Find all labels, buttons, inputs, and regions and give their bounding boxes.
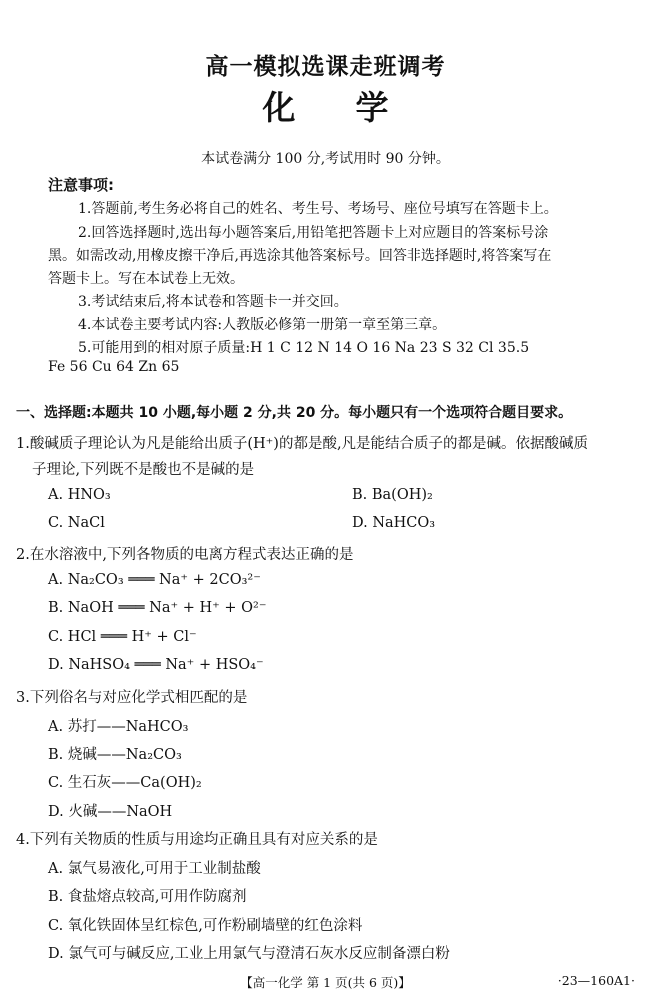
page-number: 【高一化学 第 1 页(共 6 页)】 — [240, 975, 411, 990]
exam-title: 高一模拟选课走班调考 — [205, 54, 446, 80]
option-d: D. 火碱——NaOH — [48, 804, 173, 820]
notice-line: 4.本试卷主要考试内容:人教版必修第一册第一章至第三章。 — [78, 317, 447, 333]
option-d: D. NaHSO₄ ═══ Na⁺ + HSO₄⁻ — [48, 657, 264, 673]
option-c: C. 生石灰——Ca(OH)₂ — [48, 775, 202, 791]
notice-line: 1.答题前,考生务必将自己的姓名、考生号、考场号、座位号填写在答题卡上。 — [78, 201, 558, 217]
notice-line: 2.回答选择题时,选出每小题答案后,用铅笔把答题卡上对应题目的答案标号涂 — [78, 225, 549, 241]
option-a: A. 氯气易液化,可用于工业制盐酸 — [48, 861, 261, 877]
option-b: B. 烧碱——Na₂CO₃ — [48, 747, 182, 763]
question-stem: 3.下列俗名与对应化学式相匹配的是 — [16, 690, 248, 706]
option-b: B. Ba(OH)₂ — [352, 487, 433, 503]
option-b: B. NaOH ═══ Na⁺ + H⁺ + O²⁻ — [48, 600, 267, 616]
question-stem: 子理论,下列既不是酸也不是碱的是 — [32, 462, 255, 478]
option-c: C. 氧化铁固体呈红棕色,可作粉刷墙壁的红色涂料 — [48, 918, 363, 934]
option-d: D. 氯气可与碱反应,工业上用氯气与澄清石灰水反应制备漂白粉 — [48, 946, 450, 962]
exam-code: ·23—160A1· — [557, 973, 635, 988]
option-b: B. 食盐熔点较高,可用作防腐剂 — [48, 889, 247, 905]
option-d: D. NaHCO₃ — [352, 515, 436, 531]
question-stem: 2.在水溶液中,下列各物质的电离方程式表达正确的是 — [16, 547, 354, 563]
option-a: A. HNO₃ — [48, 487, 111, 503]
notice-heading: 注意事项: — [48, 176, 114, 194]
notice-line: 5.可能用到的相对原子质量:H 1 C 12 N 14 O 16 Na 23 S 32 Cl 35.5 — [78, 340, 530, 356]
option-c: C. HCl ═══ H⁺ + Cl⁻ — [48, 629, 197, 645]
option-c: C. NaCl — [48, 515, 105, 531]
question-stem: 4.下列有关物质的性质与用途均正确且具有对应关系的是 — [16, 832, 378, 848]
notice-line: Fe 56 Cu 64 Zn 65 — [48, 359, 180, 375]
section-heading: 一、选择题:本题共 10 小题,每小题 2 分,共 20 分。每小题只有一个选项符合题目要求。 — [16, 405, 573, 421]
option-a: A. 苏打——NaHCO₃ — [48, 719, 189, 735]
notice-line: 黑。如需改动,用橡皮擦干净后,再选涂其他答案标号。回答非选择题时,将答案写在 — [48, 248, 552, 264]
notice-line: 答题卡上。写在本试卷上无效。 — [48, 271, 244, 287]
full-marks-note: 本试卷满分 100 分,考试用时 90 分钟。 — [201, 151, 450, 167]
subject-title: 化学 — [262, 88, 449, 127]
option-a: A. Na₂CO₃ ═══ Na⁺ + 2CO₃²⁻ — [48, 572, 261, 588]
notice-line: 3.考试结束后,将本试卷和答题卡一并交回。 — [78, 294, 348, 310]
question-stem: 1.酸碱质子理论认为凡是能给出质子(H⁺)的都是酸,凡是能结合质子的都是碱。依据酸碱质 — [16, 436, 589, 452]
